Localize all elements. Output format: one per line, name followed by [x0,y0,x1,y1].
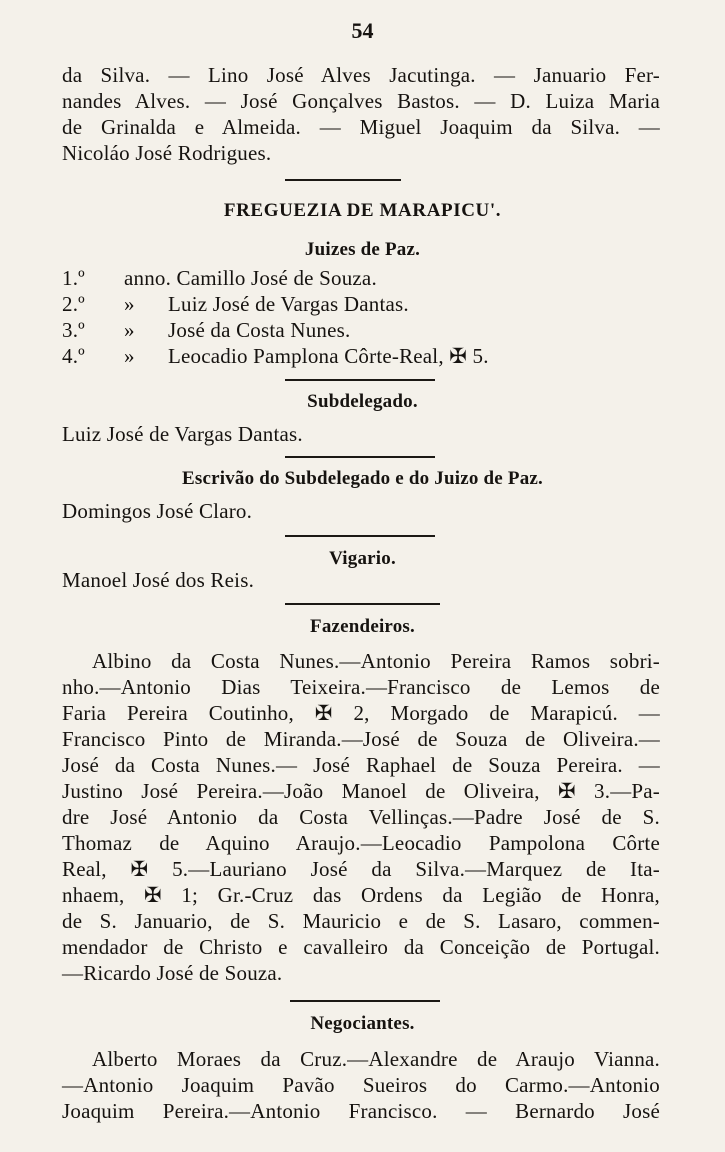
juiz-mark: » [124,318,135,342]
escrivao-heading: Escrivão do Subdelegado e do Juizo de Paz. [182,468,543,489]
divider [285,379,435,381]
intro-line: de Grinalda e Almeida. — Miguel Joaquim da Silva. — [62,115,660,139]
divider [285,179,401,181]
juiz-name: Luiz José de Vargas Dantas. [168,292,409,316]
juiz-name: Camillo José de Souza. [176,266,377,290]
intro-line: da Silva. — Lino José Alves Jacutinga. — Januario Fer- [62,63,660,87]
juiz-row [62,291,660,317]
juiz-mark: anno. [124,266,172,290]
fazendeiros-line: Francisco Pinto de Miranda.—José de Souza de Oliveira.— [62,727,660,751]
fazendeiros-line: Thomaz de Aquino Araujo.—Leocadio Pampolona Côrte [62,831,660,855]
juiz-mark: » [124,292,135,316]
intro-line: Nicoláo José Rodrigues. [62,141,272,165]
fazendeiros-line: Real, ✠ 5.—Lauriano José da Silva.—Marquez de Ita- [62,857,660,881]
negociantes-line: —Antonio Joaquim Pavão Sueiros do Carmo.—Antonio [62,1073,660,1097]
fazendeiros-line: Faria Pereira Coutinho, ✠ 2, Morgado de Marapicú. — [62,701,660,725]
fazendeiros-line: nho.—Antonio Dias Teixeira.—Francisco de Lemos de [62,675,660,699]
fazendeiros-line: de S. Januario, de S. Mauricio e de S. Lasaro, commen- [62,909,660,933]
fazendeiros-line: Justino José Pereira.—João Manoel de Oliveira, ✠ 3.—Pa- [62,779,660,803]
fazendeiros-line: Albino da Costa Nunes.—Antonio Pereira Ramos sobri- [92,649,660,673]
divider [285,456,435,458]
fazendeiros-line: nhaem, ✠ 1; Gr.-Cruz das Ordens da Legião de Honra, [62,883,660,907]
juiz-row [62,317,660,343]
juiz-row [62,265,660,291]
vigario-name: Manoel José dos Reis. [62,568,255,592]
negociantes-heading: Negociantes. [310,1013,415,1034]
negociantes-line: Joaquim Pereira.—Antonio Francisco. — Bernardo José [62,1099,660,1123]
negociantes-line: Alberto Moraes da Cruz.—Alexandre de Araujo Vianna. [92,1047,660,1071]
fazendeiros-line: —Ricardo José de Souza. [62,961,283,985]
escrivao-name: Domingos José Claro. [62,499,253,523]
juiz-name: Leocadio Pamplona Côrte-Real, ✠ 5. [168,344,489,368]
juiz-ordinal: 3.º [62,318,85,342]
divider [285,535,435,537]
vigario-heading: Vigario. [329,548,396,569]
page-number: 54 [351,18,374,43]
juiz-ordinal: 4.º [62,344,85,368]
divider [285,603,440,605]
subdelegado-name: Luiz José de Vargas Dantas. [62,422,303,446]
fazendeiros-line: dre José Antonio da Costa Vellinças.—Padre José de S. [62,805,660,829]
intro-line: nandes Alves. — José Gonçalves Bastos. — D. Luiza Maria [62,89,660,113]
divider [290,1000,440,1002]
juiz-ordinal: 2.º [62,292,85,316]
fazendeiros-line: José da Costa Nunes.— José Raphael de Souza Pereira. — [62,753,660,777]
juiz-row [62,343,660,369]
juiz-mark: » [124,344,135,368]
juiz-name: José da Costa Nunes. [168,318,351,342]
subdelegado-heading: Subdelegado. [307,391,418,412]
fazendeiros-line: mendador de Christo e cavalleiro da Conceição de Portugal. [62,935,660,959]
fazendeiros-heading: Fazendeiros. [310,616,415,637]
juizes-heading: Juizes de Paz. [304,239,421,260]
section-title: FREGUEZIA DE MARAPICU'. [223,200,502,221]
juiz-ordinal: 1.º [62,266,85,290]
